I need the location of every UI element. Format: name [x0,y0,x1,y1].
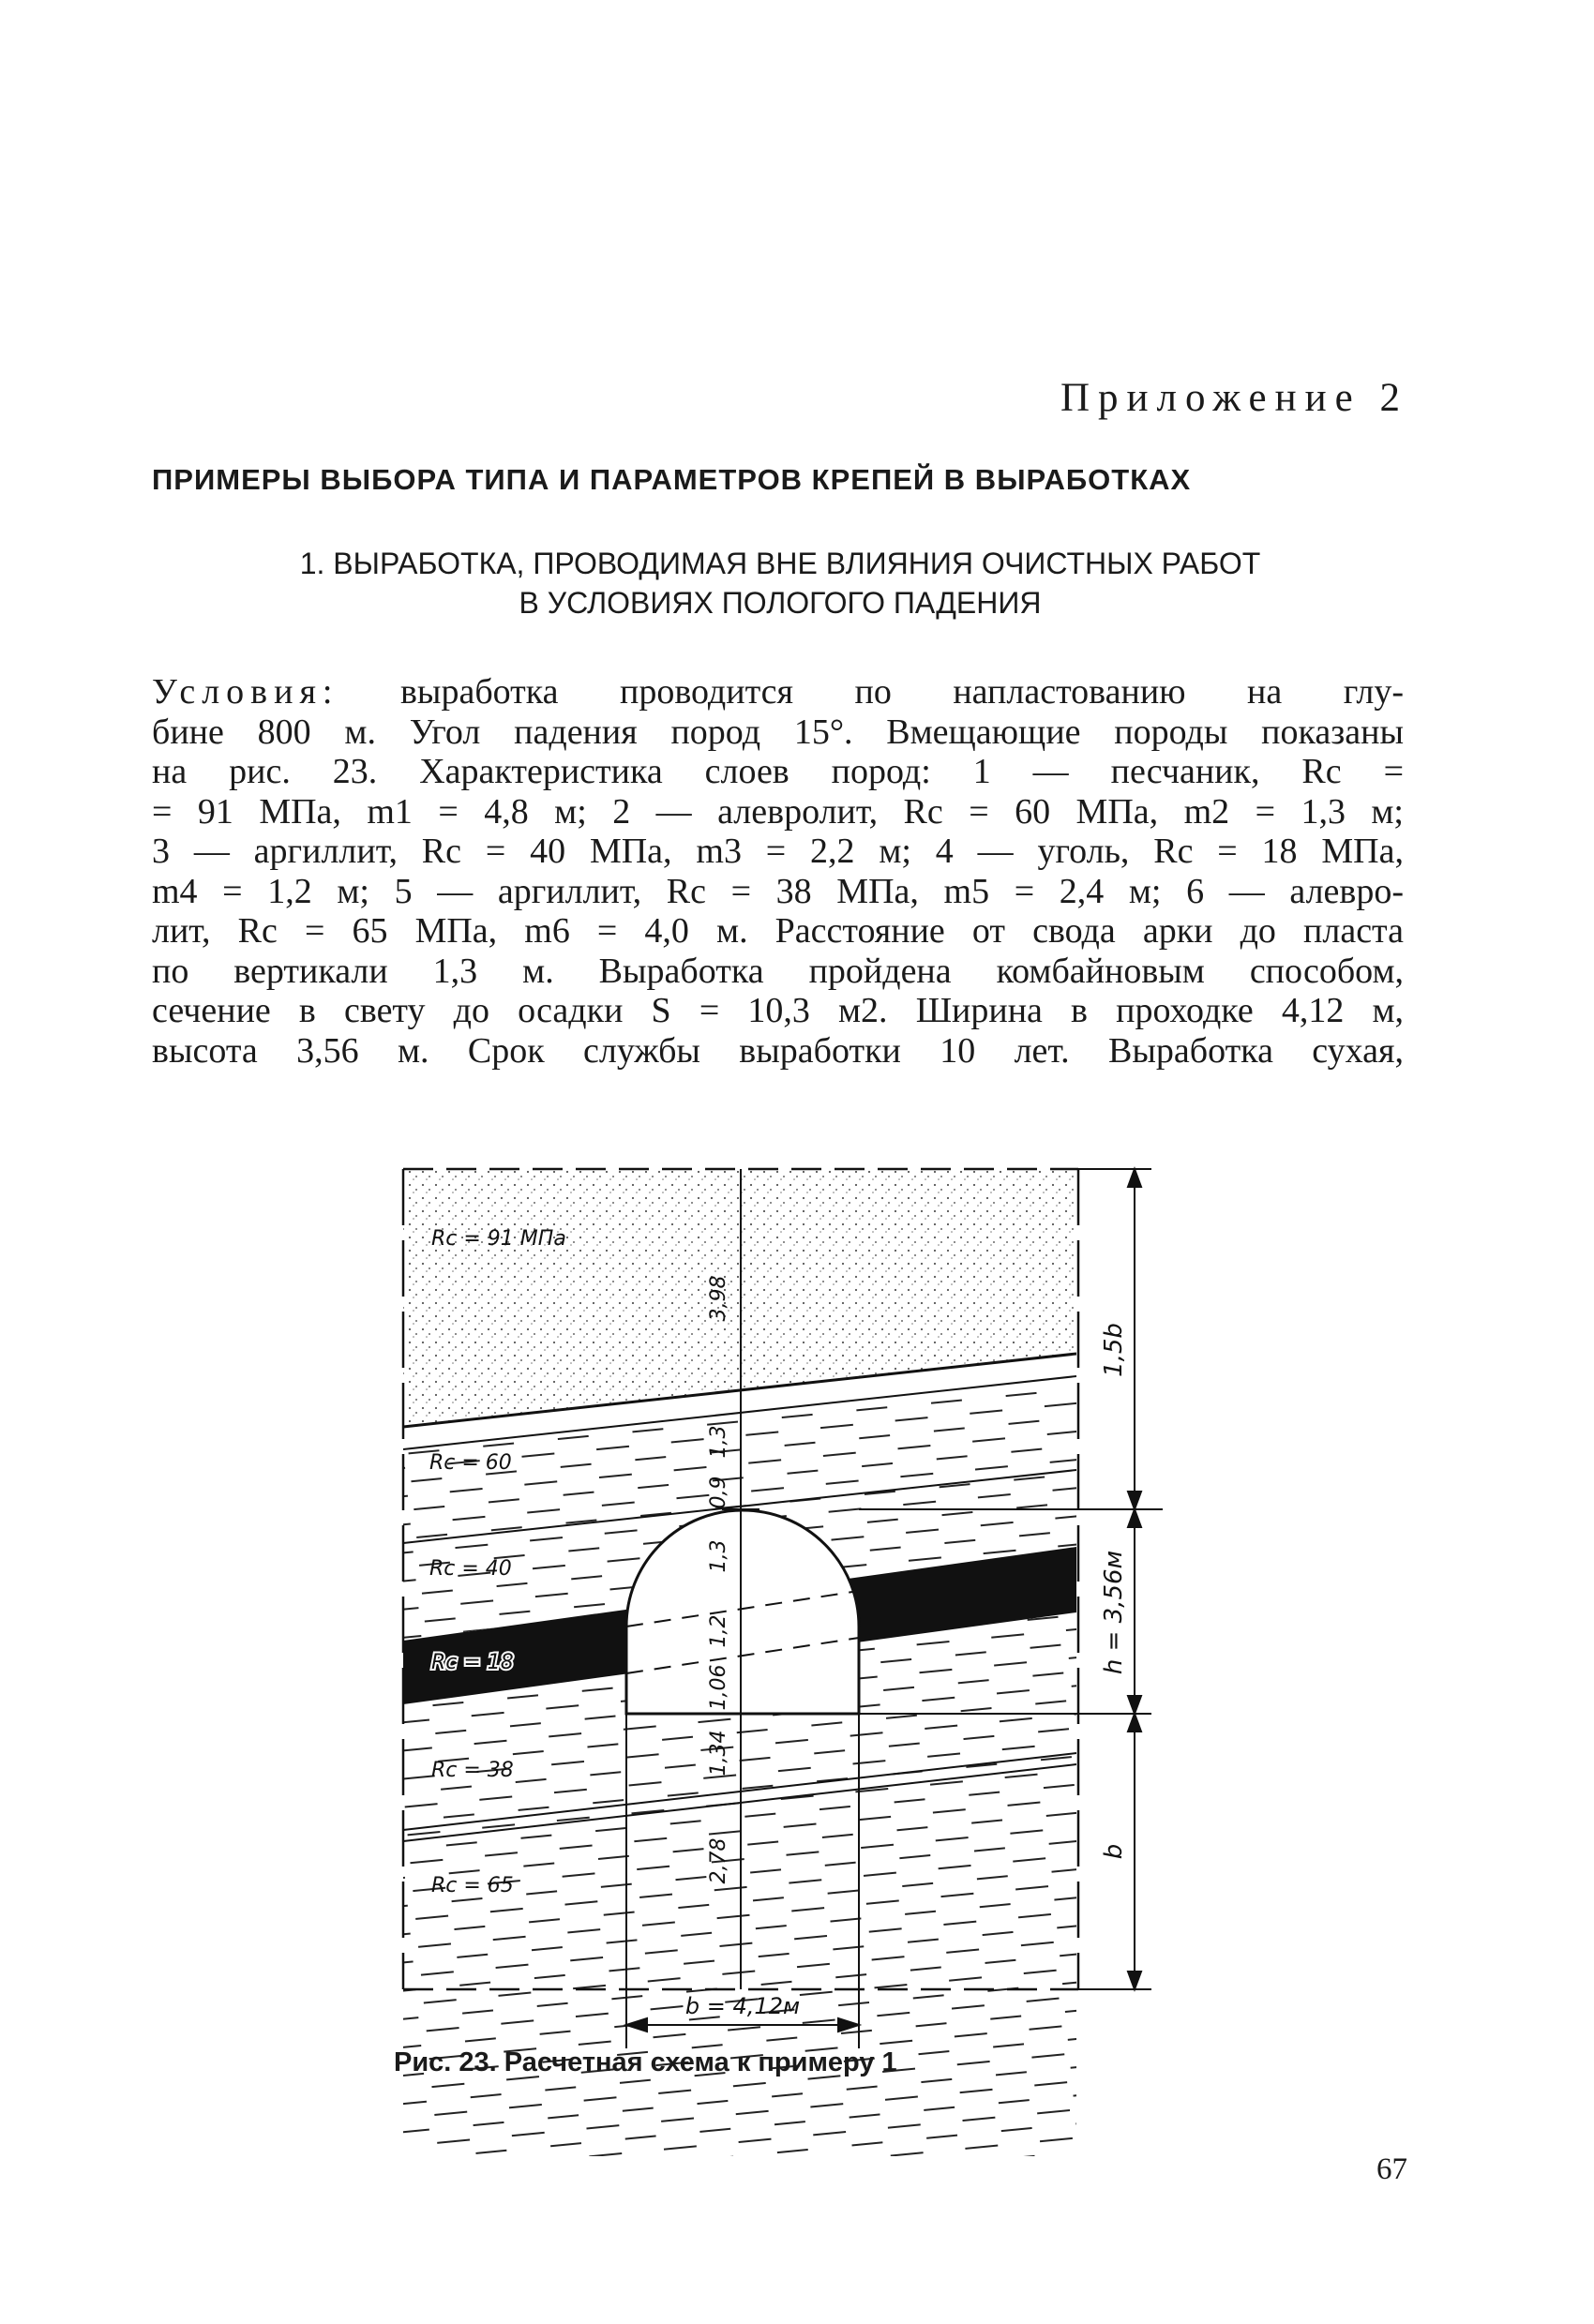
layer-label-91: Rc = 91 МПа [431,1227,566,1251]
section-title-line-1: 1. ВЫРАБОТКА, ПРОВОДИМАЯ ВНЕ ВЛИЯНИЯ ОЧИСТНЫХ РАБОТ [299,547,1261,580]
dim-label-1-34: 1,34 [707,1730,730,1777]
layer-label-38: Rc = 38 [431,1759,514,1782]
layer-label-40: Rc = 40 [429,1557,512,1581]
paragraph-line: сечение в свету до осадки S = 10,3 м2. Ширина в проходке 4,12 м, [152,991,1404,1030]
section-title-line-2: В УСЛОВИЯХ ПОЛОГОГО ПАДЕНИЯ [519,586,1042,620]
layer-label-18: Rc = 18 [431,1651,514,1674]
paragraph-line: на рис. 23. Характеристика слоев пород: 1 — песчаник, Rc = [152,752,1404,791]
dim-label-1-2: 1,2 [707,1614,730,1648]
figure-caption: Рис. 23. Расчетная схема к примеру 1 [394,2047,897,2077]
dim-label-0-9: 0,9 [707,1476,730,1509]
dim-label-1-06: 1,06 [707,1664,730,1711]
dim-label-b: b [1100,1843,1128,1860]
paragraph-line: лит, Rc = 65 МПа, m6 = 4,0 м. Расстояние от свода арки до пласта [152,911,1404,951]
paragraph-line: бине 800 м. Угол падения пород 15°. Вмещающие породы показаны [152,712,1404,752]
dim-label-1-3-a: 1,3 [707,1425,730,1459]
dim-label-1-3-b: 1,3 [707,1539,730,1573]
paragraph-line: высота 3,56 м. Срок службы выработки 10 лет. Выработка сухая, [152,1030,1404,1071]
appendix-label: Приложение 2 [1060,376,1408,420]
paragraph-lead-word: Условия: [152,672,339,712]
layer-label-65: Rc = 65 [431,1874,514,1897]
paragraph-line: Условия: выработка проводится по напластованию на глу- [152,672,1405,712]
dim-label-1-5b: 1,5b [1100,1323,1128,1377]
main-title: ПРИМЕРЫ ВЫБОРА ТИПА И ПАРАМЕТРОВ КРЕПЕЙ В ВЫРАБОТКАХ [152,463,1192,496]
width-label: b = 4,12м [684,1993,801,2019]
paragraph-line: 3 — аргиллит, Rc = 40 МПа, m3 = 2,2 м; 4 — уголь, Rc = 18 МПа, [152,832,1404,871]
paragraph-line: = 91 МПа, m1 = 4,8 м; 2 — алевролит, Rc = 60 МПа, m2 = 1,3 м; [152,791,1404,832]
paragraph-line: по вертикали 1,3 м. Выработка пройдена комбайновым способом, [152,951,1404,991]
layer-label-60: Rc = 60 [429,1451,512,1475]
dim-label-3-98: 3,98 [707,1275,730,1322]
paragraph-line: m4 = 1,2 м; 5 — аргиллит, Rc = 38 МПа, m5 = 2,4 м; 6 — алевро- [152,871,1404,911]
dim-label-h: h = 3,56м [1100,1550,1128,1675]
dim-label-2-78: 2,78 [707,1837,730,1884]
page-number: 67 [1376,2152,1407,2186]
